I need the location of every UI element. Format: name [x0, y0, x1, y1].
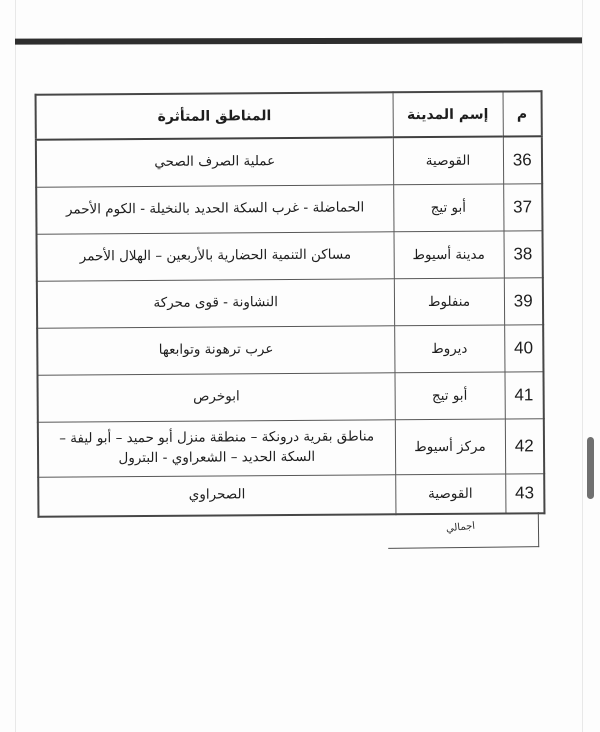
cell-num: 37 [503, 183, 542, 230]
table-row [38, 473, 544, 517]
table-row [37, 230, 543, 281]
cell-city: مركز أسيوط [395, 419, 505, 475]
table-row [36, 136, 542, 187]
cell-num: 42 [505, 418, 544, 473]
col-header-num: م [503, 91, 542, 136]
col-header-areas: المناطق المتأثرة [36, 92, 393, 139]
cell-areas: الحماضلة - غرب السكة الحديد بالنخيلة - الكوم الأحمر [36, 184, 393, 233]
scrollbar-track[interactable] [584, 0, 600, 732]
cell-city: القوصية [393, 137, 503, 185]
cell-areas: النشاونة - قوى محركة [37, 278, 394, 327]
table-body [36, 136, 545, 517]
cell-areas: مناطق بقرية درونكة – منطقة منزل أبو حميد – أبو ليفة – السكة الحديد – الشعراوي - البترول [38, 419, 395, 476]
table-scan-region [35, 90, 546, 518]
cell-num: 38 [503, 230, 542, 277]
cell-num: 36 [503, 136, 542, 183]
cell-city: أبو تيج [394, 372, 504, 420]
total-row-fragment [388, 512, 539, 549]
cell-areas: ابوخرص [37, 372, 394, 421]
page-left-edge-line [15, 0, 16, 732]
cell-city: أبو تيج [393, 184, 503, 232]
cell-city: مدينة أسيوط [393, 231, 503, 279]
scrollbar-thumb[interactable] [587, 437, 594, 499]
cell-city: منفلوط [394, 278, 504, 326]
header-row [36, 91, 542, 140]
cell-areas: عملية الصرف الصحي [36, 137, 393, 186]
cell-num: 43 [505, 473, 544, 513]
table-row [38, 418, 544, 477]
cell-areas: عرب ترهونة وتوابعها [37, 325, 394, 374]
table-row [37, 371, 543, 422]
page-right-edge-line [582, 0, 583, 732]
cell-city: ديروط [394, 325, 504, 373]
cell-areas: الصحراوي [38, 474, 395, 516]
cell-city: القوصية [395, 474, 505, 515]
table-header [36, 91, 542, 140]
table-row [36, 183, 542, 234]
cell-num: 40 [504, 324, 543, 371]
table-row [37, 277, 543, 328]
horizontal-rule [15, 37, 582, 44]
total-label: اجمالي [445, 520, 476, 535]
cell-areas: مساكن التنمية الحضارية بالأربعين – الهلال الأحمر [37, 231, 394, 280]
affected-areas-table [35, 90, 546, 518]
table-row [37, 324, 543, 375]
col-header-city: إسم المدينة [393, 92, 503, 138]
cell-num: 39 [504, 277, 543, 324]
cell-num: 41 [504, 371, 543, 418]
